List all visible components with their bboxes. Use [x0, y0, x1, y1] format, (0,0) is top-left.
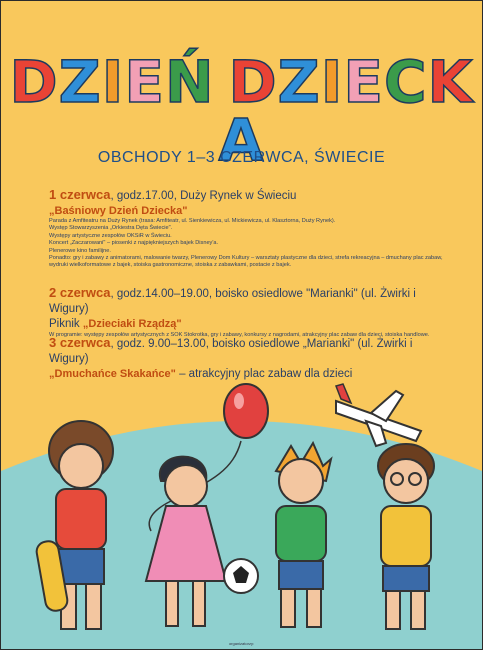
- event-3-suffix: – atrakcyjny plac zabaw dla dzieci: [175, 368, 353, 380]
- title-letter: Ń: [164, 48, 215, 116]
- event-1-program: Parada z Amfiteatru na Duży Rynek (trasa: Amfiteatr, ul. Sienkiewicza, ul. Mickiewicza, ul. Klasztorna, Duży Rynek). Występ Stowarzyszenia „Orkiestra Dęta Świecie". Występy artystyczne zespołów OKSiR w Świeciu. Koncert „Zaczarowani" – piosenki z najpiękniejszych bajek Disney'a. Plenerowe kino familijne. Ponadto: gry i zabawy z animatorami, malowanie twarzy, Plenerowy Dom Kultury – warsztaty plastyczne dla dzieci, strefa rekreacyjna – dmuchany plac zabaw, wydruki wielkoformatowe z bajek, stoiska gastronomiczne, stoiska z zabawkami, postacie z bajek.: [49, 218, 443, 269]
- kids-illustration: [1, 1, 482, 649]
- event-2-prefix: Piknik: [49, 318, 83, 330]
- subtitle: OBCHODY 1–3 CZERWCA, ŚWIECIE: [97, 149, 386, 166]
- title-letter: I: [320, 48, 344, 116]
- title-letter: Z: [277, 48, 321, 116]
- title-letter: K: [427, 48, 474, 116]
- title-letter: D: [9, 48, 59, 116]
- title-letter: E: [343, 48, 384, 116]
- event-3-details: , godz. 9.00–13.00, boisko osiedlowe „Marianki" (ul. Żwirki i Wigury): [49, 338, 413, 365]
- title-letter: D: [228, 48, 278, 116]
- event-2-program: W programie: występy zespołów artystycznych z SOK Stokrotka, gry i zabawy, konkursy z nagrodami, atrakcyjny plac zabaw dla dzieci, stoiska handlowe.: [49, 332, 430, 338]
- event-1-name: „Baśniowy Dzień Dziecka": [49, 205, 188, 217]
- title-letter: A: [218, 106, 265, 174]
- footer-organizers: organizatorzy:: [228, 641, 255, 646]
- title-letter: E: [124, 48, 165, 116]
- event-2-date: 2 czerwca: [49, 285, 111, 300]
- title-letter: C: [383, 48, 428, 116]
- title-letter: I: [101, 48, 125, 116]
- event-2-details: , godz.14.00–19.00, boisko osiedlowe "Marianki" (ul. Żwirki i Wigury): [49, 288, 416, 315]
- event-1-date: 1 czerwca: [49, 187, 111, 202]
- event-3-date: 3 czerwca: [49, 335, 111, 350]
- title-letter: Z: [58, 48, 102, 116]
- event-3-name: „Dmuchańce Skakańce": [49, 368, 176, 380]
- event-2-name: „Dzieciaki Rządzą": [82, 318, 182, 330]
- soccer-ball-icon: [224, 559, 258, 593]
- event-1-details: , godz.17.00, Duży Rynek w Świeciu: [110, 190, 297, 202]
